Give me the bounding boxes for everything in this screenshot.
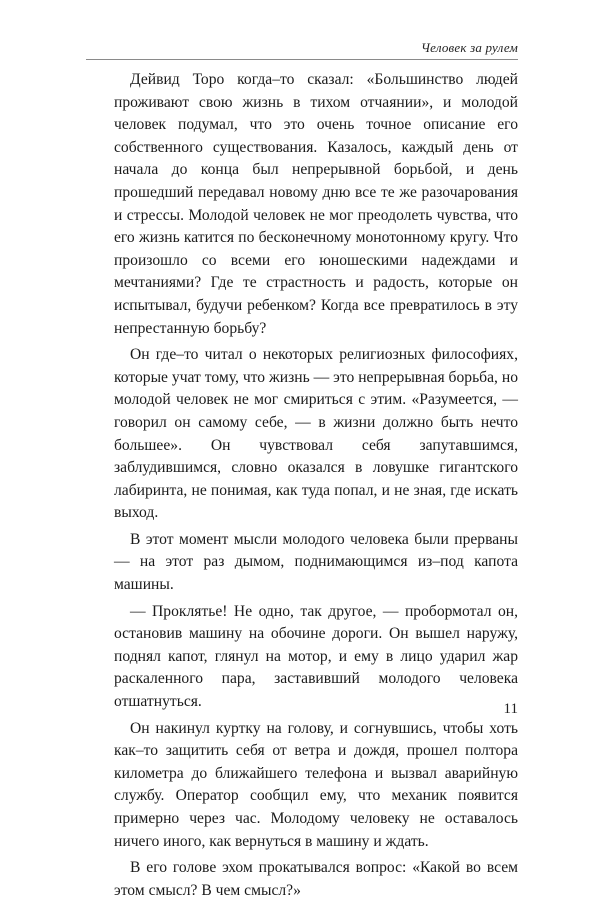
page-number: 11 bbox=[503, 701, 518, 717]
running-head: Человек за рулем bbox=[421, 40, 518, 55]
paragraph-6: В его голове эхом прокатывался вопрос: «Какой во всем этом смысл? В чем смысл?» bbox=[114, 859, 518, 899]
body-text bbox=[114, 69, 518, 906]
paragraph-2: Он где–то читал о некоторых религиозных философиях, которые учат тому, что жизнь — это непрерывная борьба, но молодой человек не мог смириться с этим. «Разумеется, — говорил он самому себе, — в жизни должно быть нечто большее». Он чувствовал себя запутавшимся, заблудившимся, словно оказался в ловушке гигантского лабиринта, не понимая, как туда попал, и не зная, где искать выход. bbox=[114, 346, 518, 522]
paragraph-5: Он накинул куртку на голову, и согнувшись, чтобы хоть как–то защитить себя от ветра и дождя, прошел полтора километра до ближайшего телефона и вызвал аварийную службу. Оператор сообщил ему, что механик появится примерно через час. Молодому человеку не оставалось ничего иного, как вернуться в машину и ждать. bbox=[114, 719, 518, 850]
paragraph-4: — Проклятье! Не одно, так другое, — пробормотал он, остановив машину на обочине дороги. Он вышел наружу, поднял капот, глянул на мотор, и ему в лицо ударил жар раскаленного пара, заставивший молодого человека отшатнуться. bbox=[114, 602, 518, 711]
paragraph-3: В этот момент мысли молодого человека были прерваны — на этот раз дымом, поднимающимся из–под капота машины. bbox=[114, 530, 518, 594]
paragraph-1: Дейвид Торо когда–то сказал: «Большинство людей проживают свою жизнь в тихом отчаянии», и молодой человек подумал, что это очень точное описание его собственного существования. Казалось, каждый день от начала до конца был непрерывной борьбой, и день прошедший передавал новому дню все те же разочарования и стрессы. Молодой человек не мог преодолеть чувства, что его жизнь катится по бесконечному монотонному кругу. Что произошло со всеми его юношескими надеждами и мечтаниями? Где те страстность и радость, которые он испытывал, будучи ребенком? Когда все превратилось в эту непрестанную борьбу? bbox=[114, 71, 518, 337]
header-rule bbox=[86, 59, 518, 60]
